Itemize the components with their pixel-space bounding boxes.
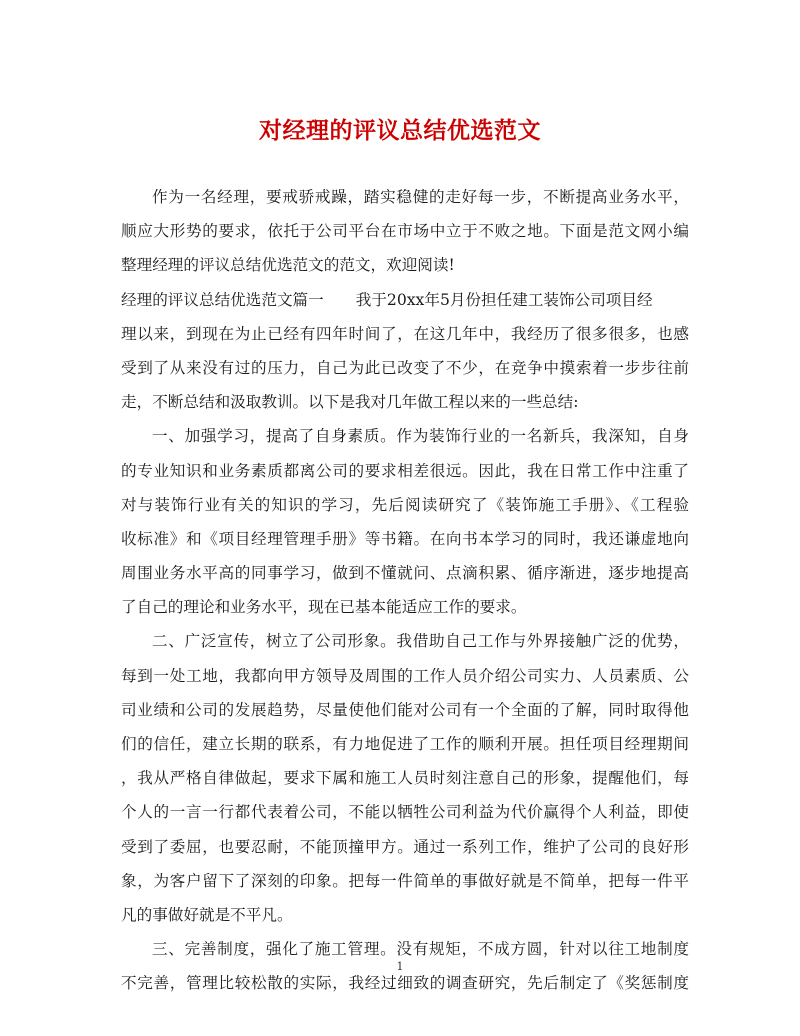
paragraph-line: 不完善，管理比较松散的实际，我经过细致的调查研究，先后制定了《奖惩制度 xyxy=(121,974,689,993)
paragraph-line: 周围业务水平高的同事学习，做到不懂就问、点滴积累、循序渐进，逐步地提高 xyxy=(121,564,689,583)
paragraph-line: 二、广泛宣传，树立了公司形象。我借助自己工作与外界接触广泛的优势， xyxy=(152,632,689,651)
paragraph-line: 个人的一言一行都代表着公司，不能以牺牲公司利益为代价赢得个人利益，即使 xyxy=(121,803,689,822)
intro-line: 顺应大形势的要求，依托于公司平台在市场中立于不败之地。下面是范文网小编 xyxy=(121,222,689,241)
paragraph-line: 司业绩和公司的发展趋势，尽量使他们能对公司有一个全面的了解，同时取得他 xyxy=(121,700,689,719)
paragraph-line: 对与装饰行业有关的知识的学习，先后阅读研究了《装饰施工手册》、《工程验 xyxy=(121,495,689,514)
document-title: 对经理的评议总结优选范文 xyxy=(259,117,541,144)
paragraph-line: 了自己的理论和业务水平，现在已基本能适应工作的要求。 xyxy=(121,598,527,617)
intro-line: 作为一名经理，要戒骄戒躁，踏实稳健的走好每一步，不断提高业务水平， xyxy=(152,188,689,206)
paragraph-line: ，我从严格自律做起，要求下属和施工人员时刻注意自己的形象，提醒他们，每 xyxy=(121,769,689,788)
intro-line: 整理经理的评议总结优选范文的范文，欢迎阅读! xyxy=(121,256,455,275)
paragraph-line: 凡的事做好就是不平凡。 xyxy=(121,905,293,924)
section-heading-line xyxy=(121,283,689,317)
paragraph-line: 三、完善制度，强化了施工管理。没有规矩，不成方圆，针对以往工地制度 xyxy=(152,940,689,959)
paragraph-line: 收标准》和《项目经理管理手册》等书籍。在向书本学习的同时，我还谦虚地向 xyxy=(121,529,689,548)
section-heading: 经理的评议总结优选范文篇一 xyxy=(121,290,324,309)
paragraph-line: 受到了委屈，也要忍耐，不能顶撞甲方。通过一系列工作，维护了公司的良好形 xyxy=(121,837,689,856)
paragraph-line: 一、加强学习，提高了自身素质。作为装饰行业的一名新兵，我深知，自身 xyxy=(152,427,689,446)
page-number: 1 xyxy=(396,960,404,973)
paragraph-line: 象，为客户留下了深刻的印象。把每一件简单的事做好就是不简单，把每一件平 xyxy=(121,871,689,890)
section-line: 理以来，到现在为止已经有四年时间了，在这几年中，我经历了很多很多，也感 xyxy=(121,324,689,343)
section-line: 走，不断总结和汲取教训。以下是我对几年做工程以来的一些总结: xyxy=(121,393,579,412)
paragraph-line: 们的信任，建立长期的联系，有力地促进了工作的顺利开展。担任项目经理期间 xyxy=(121,735,689,753)
paragraph-line: 的专业知识和业务素质都离公司的要求相差很远。因此，我在日常工作中注重了 xyxy=(121,461,689,480)
section-first-line: 我于20xx年5月份担任建工装饰公司项目经 xyxy=(355,290,653,309)
section-line: 受到了从来没有过的压力，自己为此已改变了不少，在竞争中摸索着一步步往前 xyxy=(121,358,689,377)
document-body xyxy=(121,180,689,1001)
paragraph-line: 每到一处工地，我都向甲方领导及周围的工作人员介绍公司实力、人员素质、公 xyxy=(121,666,689,685)
